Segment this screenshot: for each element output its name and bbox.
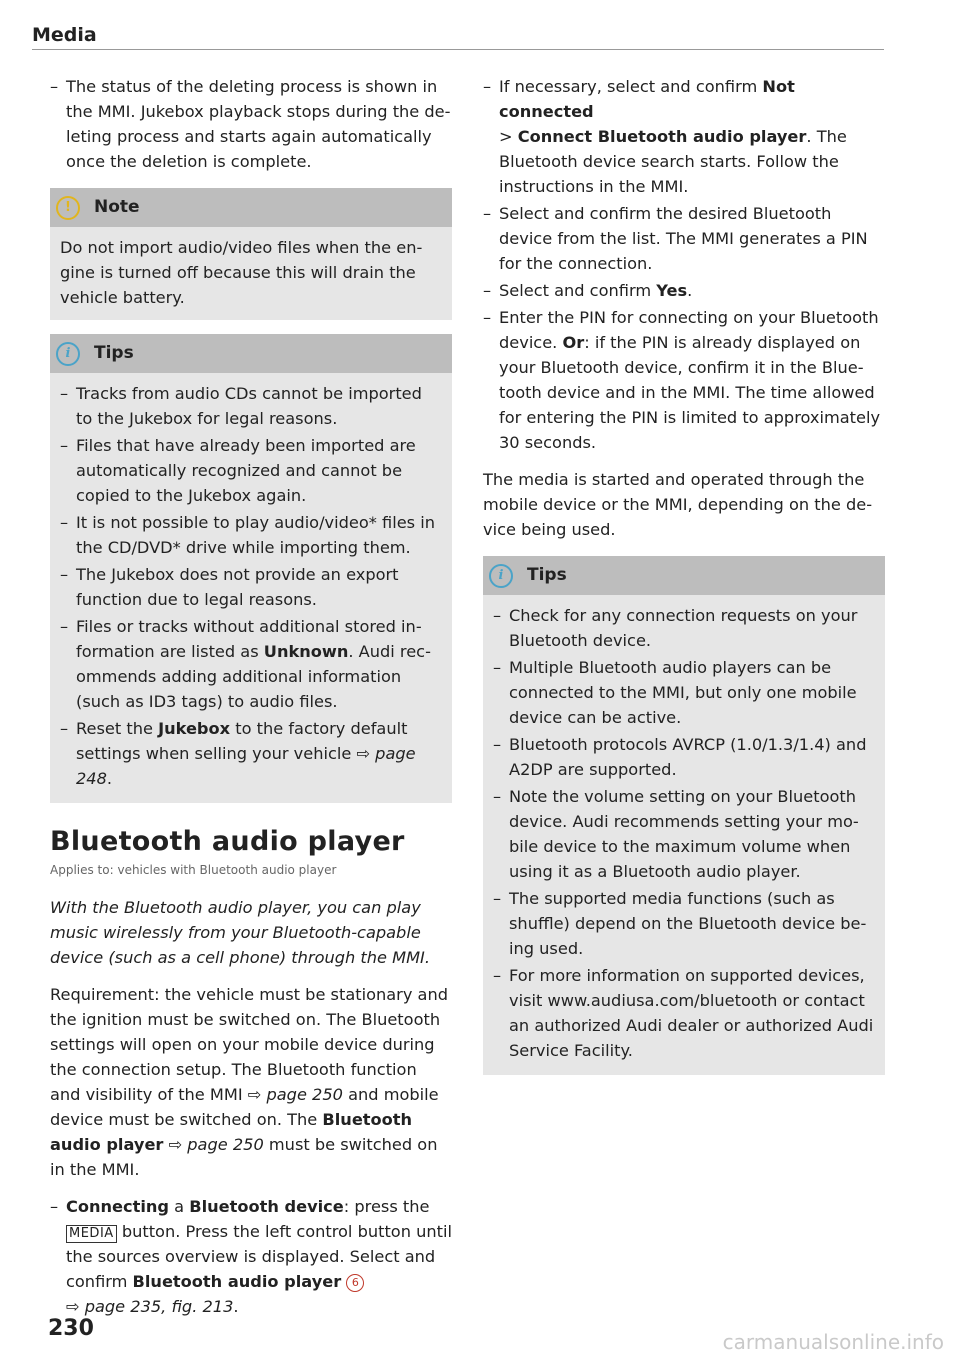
list-item: – It is not possible to play audio/video* files in the CD/DVD* drive while importing them. — [60, 510, 442, 560]
list-item: – If necessary, select and confirm Not connected > Connect Bluetooth audio player. The Bluetooth device search starts. Follow the instructions in the MMI. — [483, 74, 885, 199]
tips-title: Tips — [94, 343, 134, 363]
list-item: – Connecting a Bluetooth device: press the MEDIA button. Press the left control button until the sources overview is displayed. Select and confirm Bluetooth audio player 6 ⇨ page 235, fig. 213. — [50, 1194, 452, 1319]
callout-number: 6 — [346, 1274, 364, 1292]
page-ref-link[interactable]: ⇨ page 250 — [247, 1085, 343, 1104]
list-item: – The Jukebox does not provide an export function due to legal reasons. — [60, 562, 442, 612]
note-title: Note — [94, 197, 140, 217]
info-icon: i — [489, 564, 513, 588]
tips-header — [50, 334, 452, 373]
page-number: 230 — [48, 1316, 94, 1341]
list-item: – Reset the Jukebox to the factory default settings when selling your vehicle ⇨ page 248. — [60, 716, 442, 791]
tips-box — [50, 334, 452, 803]
list-item: – The supported media functions (such as shuffle) depend on the Bluetooth device being used. — [493, 886, 875, 961]
tips-list — [60, 381, 442, 791]
tips-list — [493, 603, 875, 1063]
list-item: – Check for any connection requests on your Bluetooth device. — [493, 603, 875, 653]
list-item: – Note the volume setting on your Bluetooth device. Audi recommends setting your mobile device to the maximum volume when using it as a Bluetooth audio player. — [493, 784, 875, 884]
left-column — [50, 74, 452, 1321]
section-intro: With the Bluetooth audio player, you can play music wirelessly from your Bluetooth-capable device (such as a cell phone) through the MMI. — [50, 898, 430, 967]
page-ref-link[interactable]: ⇨ page 250 — [168, 1135, 264, 1154]
page-ref-link[interactable]: ⇨ page 235, fig. 213 — [66, 1297, 234, 1316]
note-text: Do not import audio/video files when the engine is turned off because this will drain the vehicle battery. — [60, 238, 423, 307]
list-item: – Enter the PIN for connecting on your Bluetooth device. Or: if the PIN is already displayed on your Bluetooth device, confirm it in the Bluetooth device and in the MMI. The time allowed for entering the PIN is limited to approximately 30 seconds. — [483, 305, 885, 455]
list-item: – For more information on supported devices, visit www.audiusa.com/bluetooth or contact an authorized Audi dealer or authorized Audi Service Facility. — [493, 963, 875, 1063]
watermark: carmanualsonline.info — [722, 1330, 944, 1354]
connect-list — [50, 1194, 452, 1319]
requirement-paragraph: Requirement: the vehicle must be stationary and the ignition must be switched on. The Bluetooth settings will open on your mobile device during the connection setup. The Bluetooth function and visibility of the MMI ⇨ page 250 and mobile device must be switched on. The Bluetooth audio player ⇨ page 250 must be switched on in the MMI. — [50, 985, 449, 1179]
note-box — [50, 188, 452, 320]
list-item: – Select and confirm the desired Bluetooth device from the list. The MMI generates a PIN for the connection. — [483, 201, 885, 276]
list-item: – Files that have already been imported are automatically recognized and cannot be copied to the Jukebox again. — [60, 433, 442, 508]
note-header — [50, 188, 452, 227]
tips-header — [483, 556, 885, 595]
media-paragraph: The media is started and operated through the mobile device or the MMI, depending on the device being used. — [483, 470, 873, 539]
tips-box — [483, 556, 885, 1075]
page-header: Media — [32, 24, 884, 50]
applies-to: Applies to: vehicles with Bluetooth audio player — [50, 863, 337, 877]
list-item: – Bluetooth protocols AVRCP (1.0/1.3/1.4) and A2DP are supported. — [493, 732, 875, 782]
list-item: – Tracks from audio CDs cannot be imported to the Jukebox for legal reasons. — [60, 381, 442, 431]
info-icon: i — [56, 342, 80, 366]
media-key: MEDIA — [66, 1225, 117, 1243]
section-title: Bluetooth audio player — [50, 826, 405, 857]
list-item: – Files or tracks without additional stored information are listed as Unknown. Audi recommends adding additional information (such as ID3 tags) to audio files. — [60, 614, 442, 714]
page-ref-link[interactable]: ⇨ page 248 — [76, 744, 416, 788]
list-item: – Multiple Bluetooth audio players can be connected to the MMI, but only one mobile device can be active. — [493, 655, 875, 730]
deletion-list — [50, 74, 452, 174]
list-item: – The status of the deleting process is shown in the MMI. Jukebox playback stops during the deleting process and starts again automatically once the deletion is complete. — [50, 74, 452, 174]
right-column — [483, 74, 885, 1075]
list-item: – Select and confirm Yes. — [483, 278, 885, 303]
tips-title: Tips — [527, 565, 567, 585]
warning-icon: ! — [56, 196, 80, 220]
steps-list — [483, 74, 885, 455]
